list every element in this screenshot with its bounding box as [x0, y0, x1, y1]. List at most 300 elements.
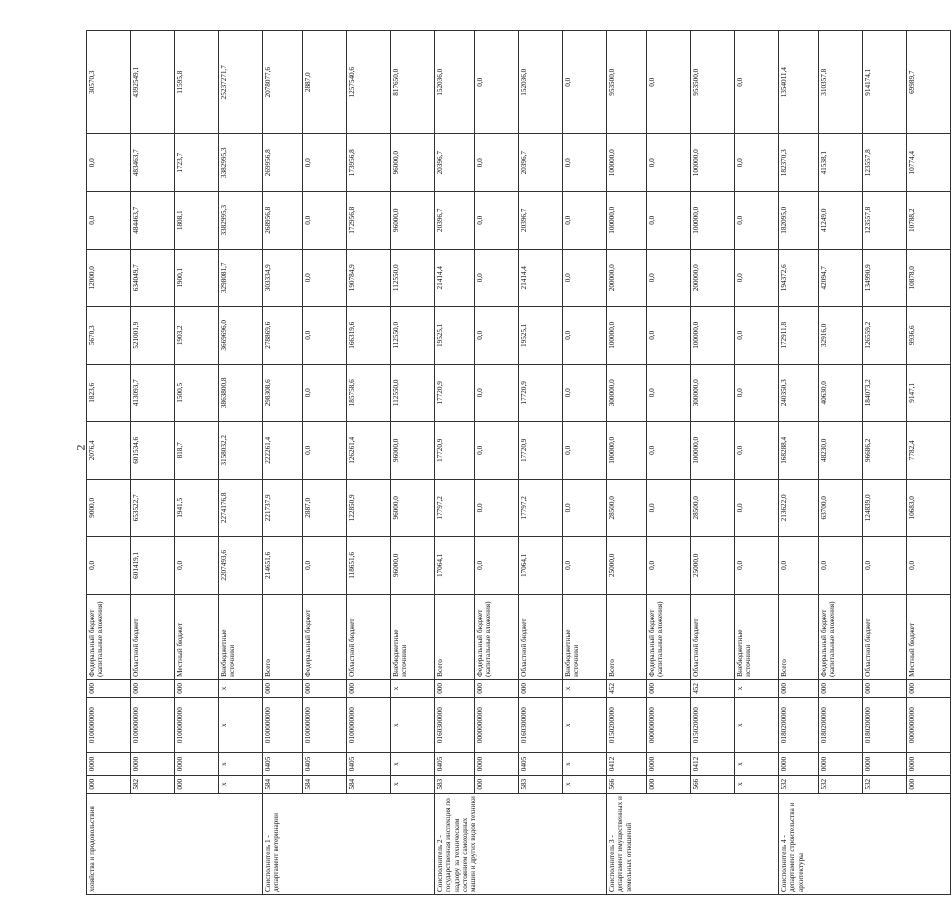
year-value-cell: 28500,0 — [691, 479, 735, 537]
year-value-cell: 168288,4 — [779, 422, 819, 480]
target-article-cell: 0100000000 — [175, 697, 219, 752]
section-code-cell: x — [563, 753, 607, 775]
year-value-cell: 100000,0 — [607, 422, 647, 480]
target-article-cell: 0160300000 — [435, 697, 475, 752]
target-article-cell: 0150200000 — [691, 697, 735, 752]
year-value-cell: 122850,9 — [347, 479, 391, 537]
table-row — [863, 31, 907, 895]
year-value-cell: 172956,8 — [347, 192, 391, 250]
year-value-cell: 0,0 — [563, 249, 607, 307]
year-value-cell: 298308,6 — [263, 364, 303, 422]
grbs-code-cell: 532 — [819, 775, 863, 793]
table-row — [519, 31, 563, 895]
year-value-cell: 268956,8 — [263, 192, 303, 250]
year-value-cell: 100000,0 — [691, 422, 735, 480]
year-value-cell: 0,0 — [303, 307, 347, 365]
year-value-cell: 483463,7 — [131, 134, 175, 192]
expense-type-cell: 000 — [435, 679, 475, 697]
total-value-cell: 0,0 — [475, 31, 519, 134]
year-value-cell: 818,7 — [175, 422, 219, 480]
grbs-code-cell: 584 — [347, 775, 391, 793]
target-article-cell: 0100000000 — [303, 697, 347, 752]
section-code-cell: 0000 — [819, 753, 863, 775]
table-row — [607, 31, 647, 895]
year-value-cell: 9147,1 — [907, 364, 951, 422]
year-value-cell: 96000,0 — [391, 479, 435, 537]
year-value-cell: 123557,8 — [863, 134, 907, 192]
table-row — [735, 31, 779, 895]
target-article-cell: 0000000000 — [475, 697, 519, 752]
grbs-code-cell: 000 — [647, 775, 691, 793]
year-value-cell: 100000,0 — [691, 192, 735, 250]
year-value-cell: 185758,6 — [347, 364, 391, 422]
year-value-cell: 10788,2 — [907, 192, 951, 250]
budget-table-body — [87, 31, 951, 895]
expense-type-cell: 000 — [303, 679, 347, 697]
year-value-cell: 48230,0 — [819, 422, 863, 480]
expense-type-cell: 000 — [779, 679, 819, 697]
year-value-cell: 0,0 — [647, 307, 691, 365]
year-value-cell: 213622,0 — [779, 479, 819, 537]
year-value-cell: 0,0 — [647, 192, 691, 250]
year-value-cell: 0,0 — [87, 134, 131, 192]
grbs-code-cell: 000 — [475, 775, 519, 793]
target-article-cell: 0100000000 — [263, 697, 303, 752]
year-value-cell: 96000,0 — [391, 134, 435, 192]
year-value-cell: 172911,8 — [779, 307, 819, 365]
target-article-cell: x — [391, 697, 435, 752]
year-value-cell: 0,0 — [563, 537, 607, 595]
expense-type-cell: 000 — [263, 679, 303, 697]
total-value-cell: 953500,0 — [691, 31, 735, 134]
program-name-cell: Соисполнитель 1 - департамент ветеринарии — [263, 793, 435, 894]
year-value-cell: 118651,6 — [347, 537, 391, 595]
section-code-cell: 0000 — [175, 753, 219, 775]
year-value-cell: 96000,0 — [391, 537, 435, 595]
grbs-code-cell: 584 — [263, 775, 303, 793]
target-article-cell: 0000000000 — [907, 697, 951, 752]
grbs-code-cell: x — [735, 775, 779, 793]
year-value-cell: 25000,0 — [607, 537, 647, 595]
year-value-cell: 0,0 — [735, 307, 779, 365]
year-value-cell: 214651,6 — [263, 537, 303, 595]
year-value-cell: 634049,7 — [131, 249, 175, 307]
program-name-cell: хозяйства и продовольствия — [87, 793, 263, 894]
year-value-cell: 300000,0 — [691, 364, 735, 422]
year-value-cell: 17797,2 — [519, 479, 563, 537]
year-value-cell: 41249,0 — [819, 192, 863, 250]
year-value-cell: 126261,4 — [347, 422, 391, 480]
year-value-cell: 173956,8 — [347, 134, 391, 192]
table-row — [691, 31, 735, 895]
year-value-cell: 3382995,3 — [219, 134, 263, 192]
table-row — [347, 31, 391, 895]
year-value-cell: 126559,2 — [863, 307, 907, 365]
funding-source-cell: Внебюджетные источники — [391, 594, 435, 679]
year-value-cell: 1900,1 — [175, 249, 219, 307]
year-value-cell: 0,0 — [563, 479, 607, 537]
year-value-cell: 200000,0 — [607, 249, 647, 307]
funding-source-cell: Областной бюджет — [691, 594, 735, 679]
grbs-code-cell: 532 — [779, 775, 819, 793]
expense-type-cell: x — [391, 679, 435, 697]
funding-source-cell: Внебюджетные источники — [219, 594, 263, 679]
section-code-cell: x — [735, 753, 779, 775]
year-value-cell: 7782,4 — [907, 422, 951, 480]
table-row — [219, 31, 263, 895]
year-value-cell: 221737,9 — [263, 479, 303, 537]
year-value-cell: 0,0 — [735, 134, 779, 192]
target-article-cell: 0160300000 — [519, 697, 563, 752]
year-value-cell: 653522,7 — [131, 479, 175, 537]
year-value-cell: 2207493,6 — [219, 537, 263, 595]
expense-type-cell: 000 — [519, 679, 563, 697]
table-row — [475, 31, 519, 895]
year-value-cell: 100000,0 — [607, 192, 647, 250]
total-value-cell: 69989,7 — [907, 31, 951, 134]
target-article-cell: 0100000000 — [347, 697, 391, 752]
expense-type-cell: x — [219, 679, 263, 697]
year-value-cell: 200000,0 — [691, 249, 735, 307]
year-value-cell: 63700,0 — [819, 479, 863, 537]
year-value-cell: 0,0 — [735, 479, 779, 537]
expense-type-cell: 000 — [175, 679, 219, 697]
year-value-cell: 32916,0 — [819, 307, 863, 365]
section-code-cell: 0412 — [691, 753, 735, 775]
year-value-cell: 21414,4 — [519, 249, 563, 307]
table-row — [435, 31, 475, 895]
table-rotator — [86, 30, 916, 895]
year-value-cell: 1723,7 — [175, 134, 219, 192]
expense-type-cell: 452 — [691, 679, 735, 697]
table-row — [87, 31, 131, 895]
funding-source-cell: Всего — [435, 594, 475, 679]
section-code-cell: 0405 — [435, 753, 475, 775]
expense-type-cell: 000 — [647, 679, 691, 697]
expense-type-cell: 000 — [131, 679, 175, 697]
funding-source-cell: Местный бюджет — [907, 594, 951, 679]
year-value-cell: 0,0 — [303, 537, 347, 595]
program-name-cell: Соисполнитель 2 - государственная инспекция по надзору за техническим состоянием самоходных машин и других видов техники — [435, 793, 607, 894]
year-value-cell: 3298081,7 — [219, 249, 263, 307]
year-value-cell: 96686,2 — [863, 422, 907, 480]
year-value-cell: 17720,9 — [519, 422, 563, 480]
total-value-cell: 11595,8 — [175, 31, 219, 134]
total-value-cell: 30570,3 — [87, 31, 131, 134]
table-row — [131, 31, 175, 895]
grbs-code-cell: 566 — [691, 775, 735, 793]
year-value-cell: 300000,0 — [607, 364, 647, 422]
year-value-cell: 9936,6 — [907, 307, 951, 365]
year-value-cell: 28500,0 — [607, 479, 647, 537]
year-value-cell: 96000,0 — [391, 422, 435, 480]
year-value-cell: 0,0 — [647, 249, 691, 307]
grbs-code-cell: 000 — [87, 775, 131, 793]
grbs-code-cell: x — [219, 775, 263, 793]
table-row — [263, 31, 303, 895]
total-value-cell: 310357,8 — [819, 31, 863, 134]
year-value-cell: 0,0 — [647, 422, 691, 480]
grbs-code-cell: 583 — [435, 775, 475, 793]
year-value-cell: 0,0 — [735, 364, 779, 422]
funding-source-cell: Внебюджетные источники — [735, 594, 779, 679]
target-article-cell: x — [563, 697, 607, 752]
year-value-cell: 1903,2 — [175, 307, 219, 365]
year-value-cell: 0,0 — [647, 364, 691, 422]
table-row — [303, 31, 347, 895]
year-value-cell: 100000,0 — [607, 307, 647, 365]
funding-source-cell: Местный бюджет — [175, 594, 219, 679]
target-article-cell: 0180200000 — [779, 697, 819, 752]
target-article-cell: x — [219, 697, 263, 752]
target-article-cell: x — [735, 697, 779, 752]
year-value-cell: 0,0 — [563, 192, 607, 250]
total-value-cell: 0,0 — [735, 31, 779, 134]
year-value-cell: 124839,0 — [863, 479, 907, 537]
section-code-cell: 0000 — [863, 753, 907, 775]
year-value-cell: 17064,1 — [519, 537, 563, 595]
expense-type-cell: 000 — [87, 679, 131, 697]
year-value-cell: 190784,9 — [347, 249, 391, 307]
total-value-cell: 152036,0 — [435, 31, 475, 134]
target-article-cell: 0000000000 — [647, 697, 691, 752]
expense-type-cell: 000 — [863, 679, 907, 697]
year-value-cell: 2076,4 — [87, 422, 131, 480]
expense-type-cell: 000 — [819, 679, 863, 697]
section-code-cell: 0000 — [131, 753, 175, 775]
year-value-cell: 20396,7 — [519, 134, 563, 192]
grbs-code-cell: x — [563, 775, 607, 793]
section-code-cell: 0405 — [347, 753, 391, 775]
year-value-cell: 112550,0 — [391, 364, 435, 422]
year-value-cell: 42094,7 — [819, 249, 863, 307]
funding-source-cell: Федеральный бюджет (капитальные вложения) — [647, 594, 691, 679]
year-value-cell: 100000,0 — [607, 134, 647, 192]
year-value-cell: 2887,0 — [303, 479, 347, 537]
section-code-cell: 0000 — [475, 753, 519, 775]
year-value-cell: 194372,6 — [779, 249, 819, 307]
year-value-cell: 0,0 — [475, 422, 519, 480]
total-value-cell: 0,0 — [647, 31, 691, 134]
funding-source-cell: Областной бюджет — [131, 594, 175, 679]
year-value-cell: 0,0 — [735, 192, 779, 250]
total-value-cell: 2887,0 — [303, 31, 347, 134]
year-value-cell: 25000,0 — [691, 537, 735, 595]
grbs-code-cell: x — [391, 775, 435, 793]
expense-type-cell: 000 — [475, 679, 519, 697]
year-value-cell: 19525,1 — [435, 307, 475, 365]
year-value-cell: 269956,8 — [263, 134, 303, 192]
year-value-cell: 0,0 — [475, 307, 519, 365]
year-value-cell: 17720,9 — [519, 364, 563, 422]
year-value-cell: 112550,0 — [391, 249, 435, 307]
year-value-cell: 278869,6 — [263, 307, 303, 365]
table-row — [819, 31, 863, 895]
program-name-cell: Соисполнитель 3 - департамент имущественных и земельных отношений — [607, 793, 779, 894]
page-number: 2 — [73, 444, 88, 451]
year-value-cell: 96000,0 — [391, 192, 435, 250]
year-value-cell: 2274176,8 — [219, 479, 263, 537]
expense-type-cell: x — [735, 679, 779, 697]
year-value-cell: 0,0 — [735, 537, 779, 595]
year-value-cell: 0,0 — [563, 134, 607, 192]
funding-source-cell: Областной бюджет — [519, 594, 563, 679]
grbs-code-cell: 566 — [607, 775, 647, 793]
target-article-cell: 0100000000 — [131, 697, 175, 752]
year-value-cell: 0,0 — [475, 249, 519, 307]
year-value-cell: 0,0 — [779, 537, 819, 595]
year-value-cell: 10878,0 — [907, 249, 951, 307]
year-value-cell: 17720,9 — [435, 364, 475, 422]
year-value-cell: 21414,4 — [435, 249, 475, 307]
expense-type-cell: x — [563, 679, 607, 697]
section-code-cell: 0405 — [263, 753, 303, 775]
year-value-cell: 17064,1 — [435, 537, 475, 595]
year-value-cell: 0,0 — [303, 422, 347, 480]
section-code-cell: 0412 — [607, 753, 647, 775]
year-value-cell: 0,0 — [647, 479, 691, 537]
year-value-cell: 0,0 — [303, 249, 347, 307]
year-value-cell: 19525,1 — [519, 307, 563, 365]
total-value-cell: 1257540,6 — [347, 31, 391, 134]
funding-source-cell: Федеральный бюджет (капитальные вложения) — [819, 594, 863, 679]
table-row — [647, 31, 691, 895]
year-value-cell: 0,0 — [303, 364, 347, 422]
year-value-cell: 40630,0 — [819, 364, 863, 422]
year-value-cell: 182095,0 — [779, 192, 819, 250]
year-value-cell: 166319,6 — [347, 307, 391, 365]
year-value-cell: 17720,9 — [435, 422, 475, 480]
funding-source-cell: Всего — [779, 594, 819, 679]
table-row — [175, 31, 219, 895]
funding-source-cell: Всего — [607, 594, 647, 679]
year-value-cell: 601419,1 — [131, 537, 175, 595]
grbs-code-cell: 582 — [131, 775, 175, 793]
year-value-cell: 182370,3 — [779, 134, 819, 192]
year-value-cell: 240350,3 — [779, 364, 819, 422]
total-value-cell: 953500,0 — [607, 31, 647, 134]
year-value-cell: 134990,9 — [863, 249, 907, 307]
year-value-cell: 100000,0 — [691, 307, 735, 365]
grbs-code-cell: 583 — [519, 775, 563, 793]
expense-type-cell: 000 — [907, 679, 951, 697]
year-value-cell: 0,0 — [475, 134, 519, 192]
budget-table-sheet — [86, 30, 916, 895]
year-value-cell: 100000,0 — [691, 134, 735, 192]
year-value-cell: 3863800,8 — [219, 364, 263, 422]
year-value-cell: 12000,0 — [87, 249, 131, 307]
section-code-cell: 0405 — [519, 753, 563, 775]
grbs-code-cell: 532 — [863, 775, 907, 793]
funding-source-cell: Областной бюджет — [347, 594, 391, 679]
year-value-cell: 0,0 — [819, 537, 863, 595]
funding-source-cell: Областной бюджет — [863, 594, 907, 679]
section-code-cell: 0405 — [303, 753, 347, 775]
grbs-code-cell: 000 — [907, 775, 951, 793]
program-name-cell: Соисполнитель 4 - департамент строительства и архитектуры — [779, 793, 951, 894]
year-value-cell: 10774,4 — [907, 134, 951, 192]
year-value-cell: 0,0 — [303, 192, 347, 250]
year-value-cell: 0,0 — [475, 537, 519, 595]
year-value-cell: 10683,0 — [907, 479, 951, 537]
year-value-cell: 0,0 — [863, 537, 907, 595]
total-value-cell: 0,0 — [563, 31, 607, 134]
table-row — [563, 31, 607, 895]
year-value-cell: 17797,2 — [435, 479, 475, 537]
target-article-cell: 0150200000 — [607, 697, 647, 752]
funding-source-cell: Федеральный бюджет (капитальные вложения) — [475, 594, 519, 679]
section-code-cell: 0000 — [87, 753, 131, 775]
funding-source-cell: Внебюджетные источники — [563, 594, 607, 679]
target-article-cell: 0100000000 — [87, 697, 131, 752]
section-code-cell: 0000 — [779, 753, 819, 775]
funding-source-cell: Федеральный бюджет (капитальные вложения) — [87, 594, 131, 679]
table-row — [779, 31, 819, 895]
year-value-cell: 303334,9 — [263, 249, 303, 307]
year-value-cell: 601534,6 — [131, 422, 175, 480]
year-value-cell: 0,0 — [303, 134, 347, 192]
total-value-cell: 25237271,7 — [219, 31, 263, 134]
expense-type-cell: 452 — [607, 679, 647, 697]
year-value-cell: 41538,1 — [819, 134, 863, 192]
year-value-cell: 0,0 — [475, 479, 519, 537]
year-value-cell: 3382995,3 — [219, 192, 263, 250]
year-value-cell: 413093,7 — [131, 364, 175, 422]
year-value-cell: 222261,4 — [263, 422, 303, 480]
funding-source-cell: Федеральный бюджет — [303, 594, 347, 679]
year-value-cell: 0,0 — [907, 537, 951, 595]
year-value-cell: 1500,5 — [175, 364, 219, 422]
year-value-cell: 0,0 — [475, 192, 519, 250]
year-value-cell: 0,0 — [563, 422, 607, 480]
target-article-cell: 0180200000 — [863, 697, 907, 752]
year-value-cell: 0,0 — [475, 364, 519, 422]
year-value-cell: 3669696,0 — [219, 307, 263, 365]
year-value-cell: 184073,2 — [863, 364, 907, 422]
section-code-cell: x — [219, 753, 263, 775]
year-value-cell: 0,0 — [647, 134, 691, 192]
year-value-cell: 1823,6 — [87, 364, 131, 422]
year-value-cell: 20396,7 — [435, 134, 475, 192]
total-value-cell: 4392549,1 — [131, 31, 175, 134]
section-code-cell: x — [391, 753, 435, 775]
total-value-cell: 1354011,4 — [779, 31, 819, 134]
budget-table — [86, 30, 951, 895]
year-value-cell: 1941,5 — [175, 479, 219, 537]
year-value-cell: 20396,7 — [435, 192, 475, 250]
expense-type-cell: 000 — [347, 679, 391, 697]
year-value-cell: 0,0 — [563, 307, 607, 365]
year-value-cell: 0,0 — [647, 537, 691, 595]
year-value-cell: 5670,3 — [87, 307, 131, 365]
year-value-cell: 521001,9 — [131, 307, 175, 365]
year-value-cell: 0,0 — [87, 192, 131, 250]
total-value-cell: 152036,0 — [519, 31, 563, 134]
year-value-cell: 0,0 — [563, 364, 607, 422]
year-value-cell: 484463,7 — [131, 192, 175, 250]
table-row — [391, 31, 435, 895]
year-value-cell: 0,0 — [175, 537, 219, 595]
grbs-code-cell: 584 — [303, 775, 347, 793]
table-row — [907, 31, 951, 895]
year-value-cell: 9000,0 — [87, 479, 131, 537]
grbs-code-cell: 000 — [175, 775, 219, 793]
year-value-cell: 123557,8 — [863, 192, 907, 250]
section-code-cell: 0000 — [907, 753, 951, 775]
year-value-cell: 0,0 — [87, 537, 131, 595]
year-value-cell: 0,0 — [735, 249, 779, 307]
total-value-cell: 2078077,6 — [263, 31, 303, 134]
